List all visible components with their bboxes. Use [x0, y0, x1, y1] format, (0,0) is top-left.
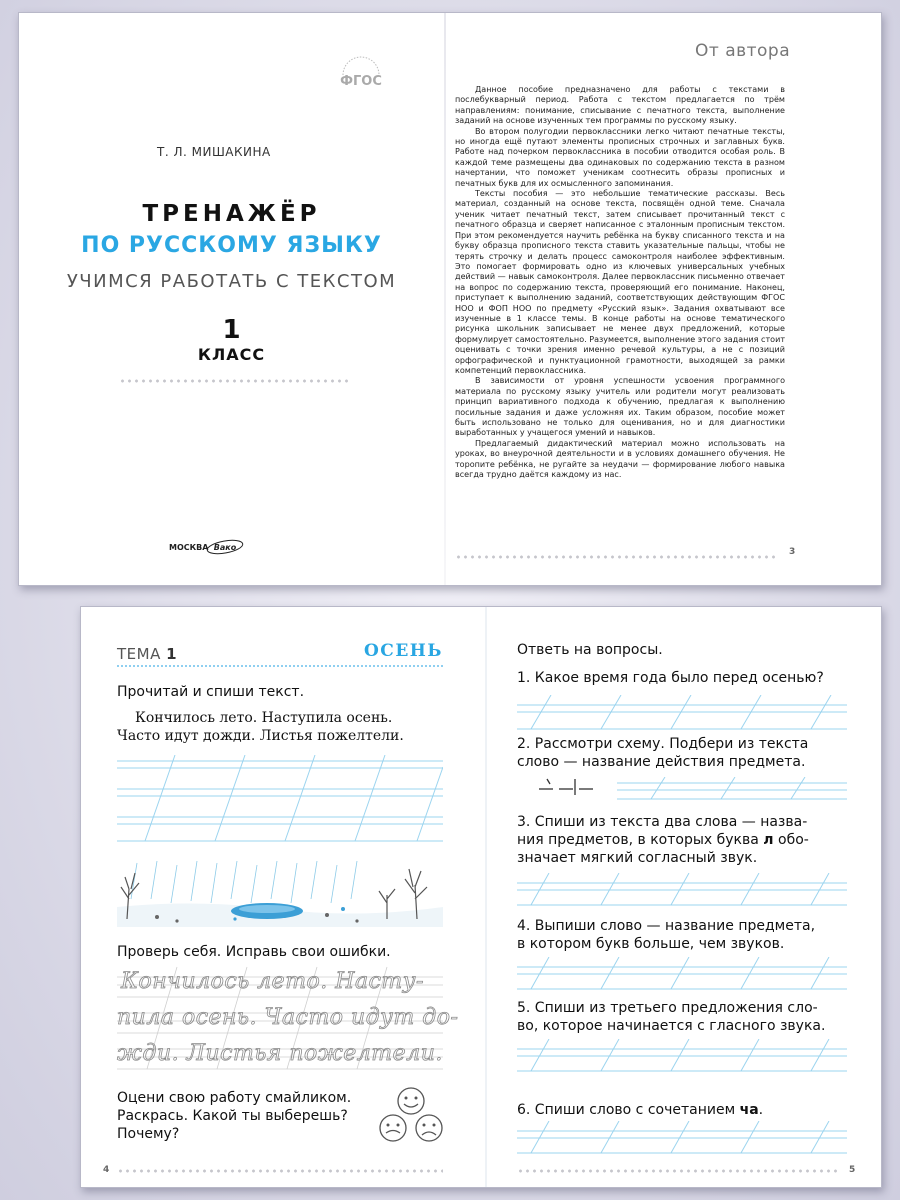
script-text-line: пила осень. Часто идут до- — [117, 1005, 459, 1030]
fgos-logo-text: ФГОС — [340, 74, 382, 89]
rate-instruction-line: Оцени свою работу смайликом. — [117, 1090, 352, 1106]
printed-text-line: Часто идут дожди. Листья пожелтели. — [117, 728, 404, 744]
question-5-line: во, которое начинается с гласного звука. — [517, 1018, 826, 1034]
answer-lines-q2[interactable] — [617, 777, 847, 801]
answer-lines-q5[interactable] — [517, 1039, 847, 1075]
question-1: 1. Какое время года было перед осенью? — [517, 670, 824, 686]
question-3-line — [517, 831, 809, 849]
spine-gutter — [485, 607, 487, 1187]
spine-gutter — [444, 13, 446, 585]
question-2-line: слово — название действия предмета. — [517, 754, 806, 770]
rate-instruction-line: Раскрась. Какой ты выберешь? — [117, 1108, 348, 1124]
question-3-text: ния предметов, в которых буква — [517, 832, 764, 848]
preface-heading: От автора — [695, 41, 791, 61]
question-2-line: 2. Рассмотри схему. Подбери из текста — [517, 736, 809, 752]
page-number-right: 5 — [849, 1165, 856, 1175]
script-text-line: жди. Листья пожелтели. — [117, 1041, 443, 1066]
sad-face-icon[interactable] — [416, 1115, 442, 1141]
happy-face-icon[interactable] — [398, 1088, 424, 1114]
answer-lines-q3[interactable] — [517, 873, 847, 909]
question-4-line: в котором букв больше, чем звуков. — [517, 936, 785, 952]
preface-paragraph: Данное пособие предназначено для работы с текстами в послебукварный период. Работа с текстом предлагается по трём направлениям: понимание, списывание с печатного текста, выполнение заданий на основе изученных тем программы по русскому языку. — [455, 85, 785, 126]
preface-paragraph: Тексты пособия — это небольшие тематические рассказы. Весь материал, созданный на основе текста, посвящён одной теме. Сначала ученик читает печатный текст, затем списывает прочитанный текст с печатного образца и сверяет написанное с эталонным прописным текстом. При этом рекомендуется научить ребёнка на букву списанного текста и на букву образца прописного текста ставить указательные пальцы, чтобы не терять строчку и делать процесс самоконтроля наиболее эффективным. Это помогает формировать одно из ключевых универсальных учебных действий — навык самоконтроля. Далее первоклассник письменно отвечает на вопрос по содержанию текста, проверяющий его понимание. Наконец, приступает к выполнению заданий, соответствующих действующим ФГОС НОО и ФОП НОО по предмету «Русский язык». Задания охватывают все изученные в 1 классе темы. В конце работы на основе тематического рисунка школьник записывает не менее двух предложений, которые формулирует самостоятельно. Разумеется, выполнение этого задания стоит оценивать с точки зрения именно речевой культуры, а не с позиций орфографической и пунктуационной грамотности, выходящей за рамки компетенций первоклассника. — [455, 189, 786, 375]
printed-text-line: Кончилось лето. Наступила осень. — [135, 710, 393, 726]
question-3-line: значает мягкий согласный звук. — [517, 850, 758, 866]
book-spread-lesson — [80, 606, 882, 1188]
question-3-text: обо- — [773, 832, 809, 848]
dotted-footer — [117, 1169, 443, 1173]
smiley-rating-group — [377, 1085, 445, 1145]
theme-label — [117, 645, 177, 663]
header-dotted-line — [117, 665, 443, 667]
question-6-text: . — [758, 1102, 764, 1118]
neutral-face-icon[interactable] — [380, 1115, 406, 1141]
page-number-left: 4 — [103, 1165, 110, 1175]
dotted-divider — [119, 379, 349, 383]
theme-number: 1 — [166, 645, 178, 663]
question-6-text: 6. Спиши слово с сочетанием — [517, 1102, 740, 1118]
book-subtitle: УЧИМСЯ РАБОТАТЬ С ТЕКСТОМ — [66, 271, 397, 292]
preface-paragraph: В зависимости от уровня успешности усвоения программного материала по русскому языку учитель или родители могут реализовать принцип вариативного подхода к обучению, предлагая к выполнению посильные задания и даже усложняя их. Таким образом, пособие может быть использовано не только для оценивания, но и для диагностики выработанных у учащегося умений и навыков. — [455, 376, 785, 438]
book-spread-cover — [18, 12, 882, 586]
rate-instruction-line: Почему? — [117, 1126, 180, 1142]
publisher-city: МОСКВА — [169, 543, 209, 552]
book-title-line1: ТРЕНАЖЁР — [142, 201, 321, 227]
question-5-line: 5. Спиши из третьего предложения сло- — [517, 1000, 818, 1016]
publisher-logo — [205, 539, 245, 555]
question-3-letter: л — [763, 832, 774, 848]
autumn-rain-illustration — [117, 859, 443, 927]
dotted-footer — [455, 555, 777, 559]
answer-lines-q6[interactable] — [517, 1121, 847, 1157]
theme-label-word: ТЕМА — [117, 645, 161, 663]
question-4-line: 4. Выпиши слово — название предмета, — [517, 918, 816, 934]
book-title-line2: ПО РУССКОМУ ЯЗЫКУ — [81, 233, 382, 258]
author-name: Т. Л. МИШАКИНА — [157, 145, 271, 159]
topic-title: ОСЕНЬ — [364, 641, 443, 661]
preface-paragraph: Во втором полугодии первоклассники легко читают печатные тексты, но иногда ещё путают элементы прописных строчных и заглавных букв. Работе над почерком первоклассника в пособии отводится особая роль. В каждой теме размещены два одинаковых по содержанию текста в разном начертании, что поможет ученикам соотнесить образы прописных и печатных букв для их осмысленного запоминания. — [455, 126, 785, 188]
preface-text — [455, 85, 785, 480]
copy-writing-area[interactable] — [117, 755, 443, 847]
answer-heading: Ответь на вопросы. — [517, 642, 663, 658]
script-text-line: Кончилось лето. Насту- — [121, 969, 424, 994]
answer-lines-q1[interactable] — [517, 695, 847, 735]
dotted-footer — [517, 1169, 837, 1173]
question-6-letters: ча — [739, 1102, 759, 1118]
publisher-logo-text: Вако — [213, 543, 237, 552]
word-scheme-diagram — [537, 775, 617, 795]
page-number: 3 — [789, 547, 796, 557]
grade-word: КЛАСС — [197, 345, 266, 364]
answer-lines-q4[interactable] — [517, 957, 847, 993]
fgos-logo — [337, 53, 385, 91]
grade-number: 1 — [222, 315, 241, 345]
preface-paragraph: Предлагаемый дидактический материал можно использовать на уроках, во внеурочной деятельности и в условиях домашнего обучения. Не торопите ребёнка, не ругайте за неудачи — формирование любого навыка всегда трудно даётся каждому из нас. — [455, 438, 785, 480]
task-instruction: Прочитай и спиши текст. — [117, 684, 305, 700]
question-3-line: 3. Спиши из текста два слова — назва- — [517, 814, 808, 830]
question-6 — [517, 1101, 763, 1119]
check-instruction: Проверь себя. Исправь свои ошибки. — [117, 944, 391, 960]
